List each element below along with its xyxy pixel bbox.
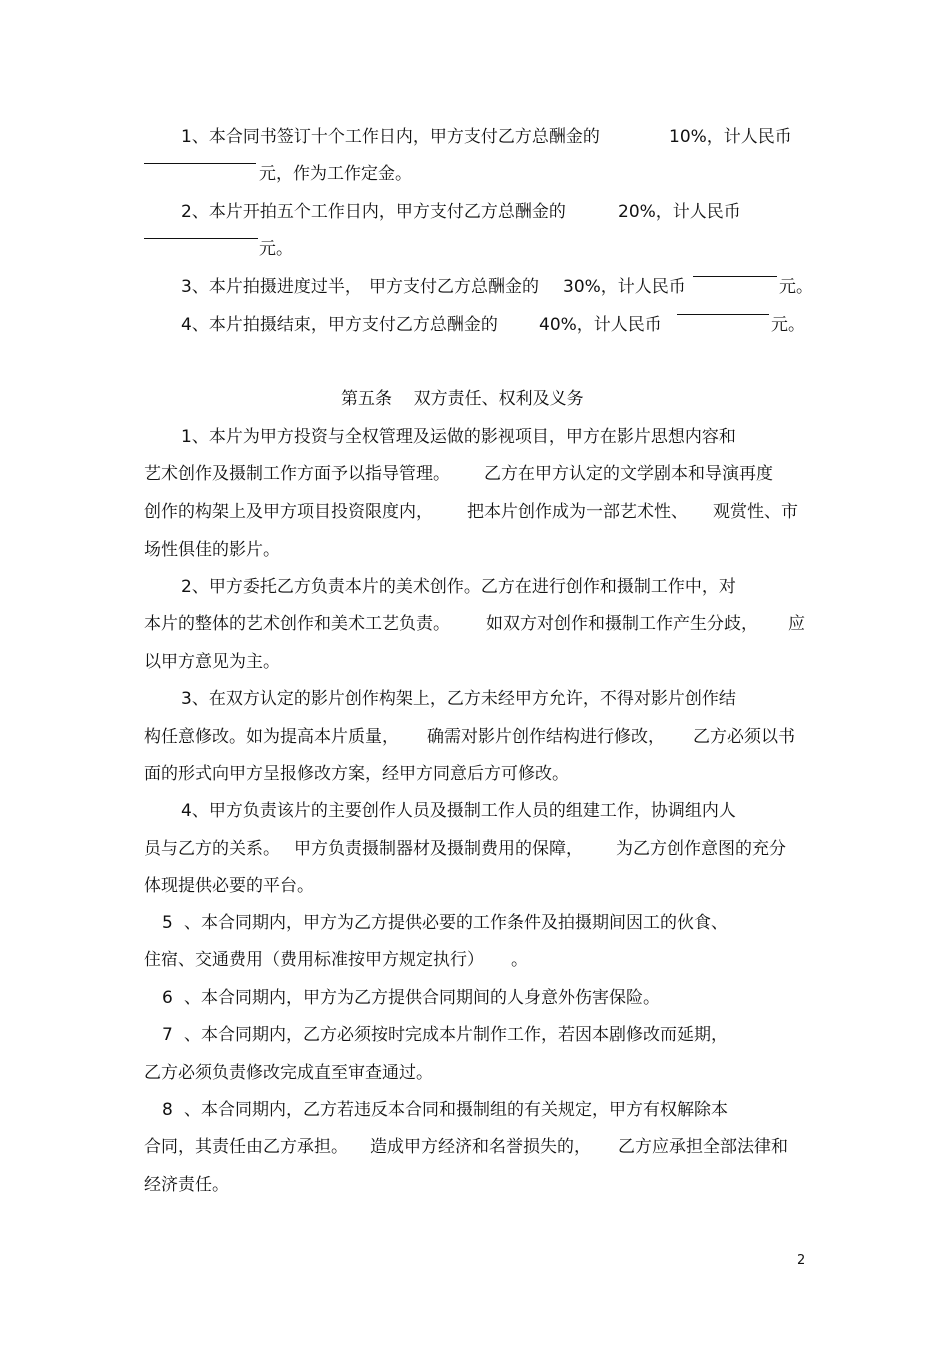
clause-5-text: 。 xyxy=(511,950,528,970)
clause-3-text: 面的形式向甲方呈报修改方案，经甲方同意后方可修改。 xyxy=(144,764,569,784)
payment-item-4-text: 4、本片拍摄结束，甲方支付乙方总酬金的 xyxy=(181,315,498,335)
clause-8-text: 造成甲方经济和名誉损失的， xyxy=(370,1137,591,1157)
clause-8-number: 8 xyxy=(162,1100,173,1120)
payment-item-4-percent: 40%，计人民币 xyxy=(539,315,662,335)
clause-3-text: 乙方必须以书 xyxy=(693,727,795,747)
payment-item-2-suffix: 元。 xyxy=(259,239,293,259)
clause-3-text: 构任意修改。如为提高本片质量， xyxy=(144,727,399,747)
clause-2-text: 2、甲方委托乙方负责本片的美术创作。乙方在进行创作和摄制工作中，对 xyxy=(181,577,736,597)
payment-item-3-suffix: 元。 xyxy=(779,277,813,297)
clause-4-text: 体现提供必要的平台。 xyxy=(144,876,314,896)
clause-2-text: 本片的整体的艺术创作和美术工艺负责。 xyxy=(144,614,450,634)
payment-item-1-suffix: 元，作为工作定金。 xyxy=(259,164,412,184)
clause-6-number: 6 xyxy=(162,988,173,1008)
amount-blank xyxy=(144,238,258,239)
payment-item-3-text: 3、本片拍摄进度过半， xyxy=(181,277,362,297)
clause-1-text: 观赏性、市 xyxy=(713,502,798,522)
section-heading: 第五条 双方责任、权利及义务 xyxy=(341,389,584,409)
clause-1-text: 乙方在甲方认定的文学剧本和导演再度 xyxy=(484,464,773,484)
clause-5-text: 住宿、交通费用（费用标准按甲方规定执行） xyxy=(144,950,484,970)
payment-item-3-text-b: 甲方支付乙方总酬金的 xyxy=(369,277,539,297)
clause-3-text: 确需对影片创作结构进行修改， xyxy=(427,727,665,747)
payment-item-2-percent: 20%，计人民币 xyxy=(618,202,741,222)
payment-item-4-suffix: 元。 xyxy=(771,315,805,335)
amount-blank xyxy=(144,163,256,164)
clause-3-text: 3、在双方认定的影片创作构架上，乙方未经甲方允许，不得对影片创作结 xyxy=(181,689,736,709)
amount-blank xyxy=(693,276,777,277)
amount-blank xyxy=(677,314,769,315)
payment-item-1-percent: 10%，计人民币 xyxy=(669,127,792,147)
clause-8-line-3 xyxy=(0,1174,950,1240)
clause-2-text: 以甲方意见为主。 xyxy=(144,652,280,672)
clause-1-text: 场性俱佳的影片。 xyxy=(144,540,280,560)
clause-5-number: 5 xyxy=(162,913,173,933)
clause-7-text: 乙方必须负责修改完成直至审查通过。 xyxy=(144,1063,433,1083)
clause-2-text: 应 xyxy=(788,614,805,634)
clause-6-text: 、本合同期内，甲方为乙方提供合同期间的人身意外伤害保险。 xyxy=(184,988,660,1008)
clause-2-text: 如双方对创作和摄制工作产生分歧， xyxy=(486,614,758,634)
clause-4-text: 员与乙方的关系。 xyxy=(144,839,280,859)
clause-8-text: 、本合同期内，乙方若违反本合同和摄制组的有关规定，甲方有权解除本 xyxy=(184,1100,728,1120)
clause-1-text: 创作的构架上及甲方项目投资限度内， xyxy=(144,502,433,522)
clause-5-text: 、本合同期内，甲方为乙方提供必要的工作条件及拍摄期间因工的伙食、 xyxy=(184,913,728,933)
clause-7-number: 7 xyxy=(162,1025,173,1045)
clause-1-text: 把本片创作成为一部艺术性、 xyxy=(467,502,688,522)
clause-1-text: 1、本片为甲方投资与全权管理及运做的影视项目，甲方在影片思想内容和 xyxy=(181,427,736,447)
clause-1-text: 艺术创作及摄制工作方面予以指导管理。 xyxy=(144,464,450,484)
payment-item-1-text: 1、本合同书签订十个工作日内，甲方支付乙方总酬金的 xyxy=(181,127,600,147)
page-number: 2 xyxy=(797,1253,806,1268)
clause-4-text: 4、甲方负责该片的主要创作人员及摄制工作人员的组建工作，协调组内人 xyxy=(181,801,736,821)
clause-8-text: 乙方应承担全部法律和 xyxy=(618,1137,788,1157)
payment-item-2-text: 2、本片开拍五个工作日内，甲方支付乙方总酬金的 xyxy=(181,202,566,222)
clause-7-text: 、本合同期内，乙方必须按时完成本片制作工作，若因本剧修改而延期， xyxy=(184,1025,728,1045)
clause-8-text: 合同，其责任由乙方承担。 xyxy=(144,1137,348,1157)
clause-4-text: 甲方负责摄制器材及摄制费用的保障， xyxy=(294,839,583,859)
payment-item-3-percent: 30%，计人民币 xyxy=(563,277,686,297)
clause-8-text: 经济责任。 xyxy=(144,1175,229,1195)
clause-4-text: 为乙方创作意图的充分 xyxy=(616,839,786,859)
